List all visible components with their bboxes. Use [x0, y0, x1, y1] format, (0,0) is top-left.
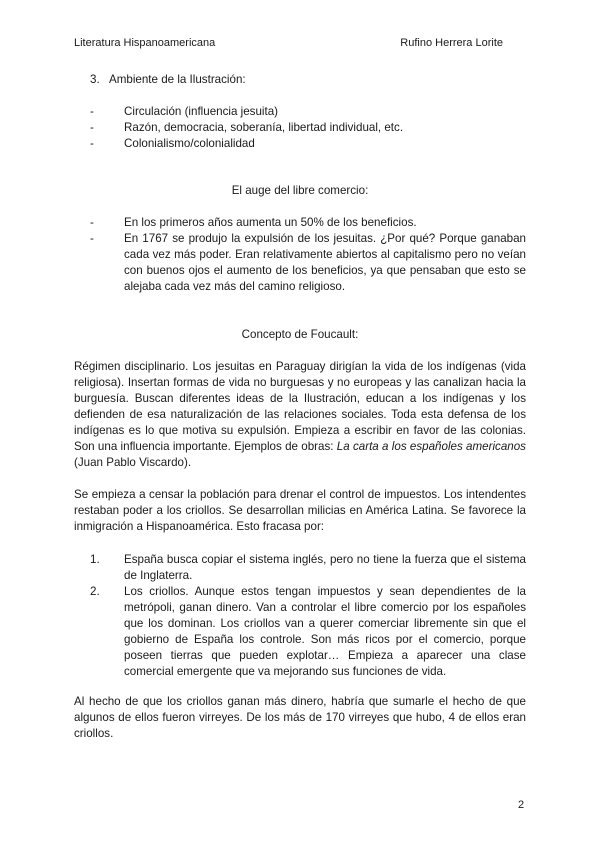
list-item: - Circulación (influencia jesuita) [90, 105, 279, 118]
section-3-title: Ambiente de la Ilustración: [109, 73, 246, 86]
section-foucault [74, 327, 526, 471]
section-censo [74, 487, 526, 680]
ilustracion-list [74, 104, 526, 152]
censo-paragraph: Se empieza a censar la población para drenar el control de impuestos. Los intendentes restaban poder a los criollos. Se desarrollan milicias en América Latina. Se favorece la inmigración a Hispanoamérica. Esto fracasa por: [74, 488, 526, 533]
section-closing [74, 694, 526, 742]
list-item: - En 1767 se produjo la expulsión de los jesuitas. ¿Por qué? Porque ganaban cada vez más poder. Eran relativamente abiertos al capitalismo pero no veían con buenos ojos el aumento de los beneficios, ya que pensaban que esto se alejaba cada vez más del camino religioso. [90, 232, 526, 293]
list-item: 1. España busca copiar el sistema inglés, pero no tiene la fuerza que el sistema de Inglaterra. [90, 553, 526, 582]
section-auge-comercio [74, 183, 526, 295]
foucault-heading: Concepto de Foucault: [241, 328, 359, 341]
bullet-dash: - [90, 232, 94, 245]
section-3-number: 3. [90, 73, 100, 86]
list-item: - En los primeros años aumenta un 50% de los beneficios. [90, 216, 417, 229]
work-title: La carta a los españoles americanos [336, 440, 526, 453]
list-item: - Colonialismo/colonialidad [90, 137, 255, 150]
bullet-dash: - [90, 121, 94, 134]
auge-list [74, 215, 526, 295]
section-3-heading [90, 72, 526, 88]
header-course-title: Literatura Hispanoamericana [74, 37, 216, 49]
foucault-paragraph: Régimen disciplinario. Los jesuitas en Paraguay dirigían la vida de los indígenas (vida religiosa). Insertan formas de vida no burguesas y no europeas y las canalizan hacia la burguesía. Buscan diferentes ideas de la Ilustración, educan a los indígenas y los defienden de esa naturalización de las relaciones sociales. Toda esta defensa de los indígenas es lo que motiva su expulsión. Empieza a escribir en favor de las colonias. Son una influencia importante. Ejemplos de obras: La carta a los españoles americanos (Juan Pablo Viscardo). [74, 360, 526, 469]
section-ilustracion [74, 72, 526, 152]
list-item: 2. Los criollos. Aunque estos tengan impuestos y sean dependientes de la metrópoli, ganan dinero. Van a controlar el libre comercio por los españoles que los dominan. Los criollos van a querer comerciar libremente sin que el gobierno de España los controle. Son más ricos por el comercio, porque poseen tierras que pueden explotar… Empieza a aparecer una clase comercial emergente que va mejorando sus funciones de vida. [90, 585, 526, 678]
auge-heading: El auge del libre comercio: [231, 184, 369, 197]
list-item: - Razón, democracia, soberanía, libertad individual, etc. [90, 121, 404, 134]
section-3-heading-list [74, 72, 526, 88]
closing-paragraph: Al hecho de que los criollos ganan más dinero, habría que sumarle el hecho de que algunos de ellos fueron virreyes. De los más de 170 virreyes que hubo, 4 de ellos eran criollos. [74, 695, 526, 740]
fracaso-list [74, 552, 526, 680]
bullet-dash: - [90, 137, 94, 150]
bullet-dash: - [90, 216, 94, 229]
bullet-dash: - [90, 105, 94, 118]
header-author: Rufino Herrera Lorite [400, 37, 503, 49]
page-number: 2 [518, 799, 525, 811]
